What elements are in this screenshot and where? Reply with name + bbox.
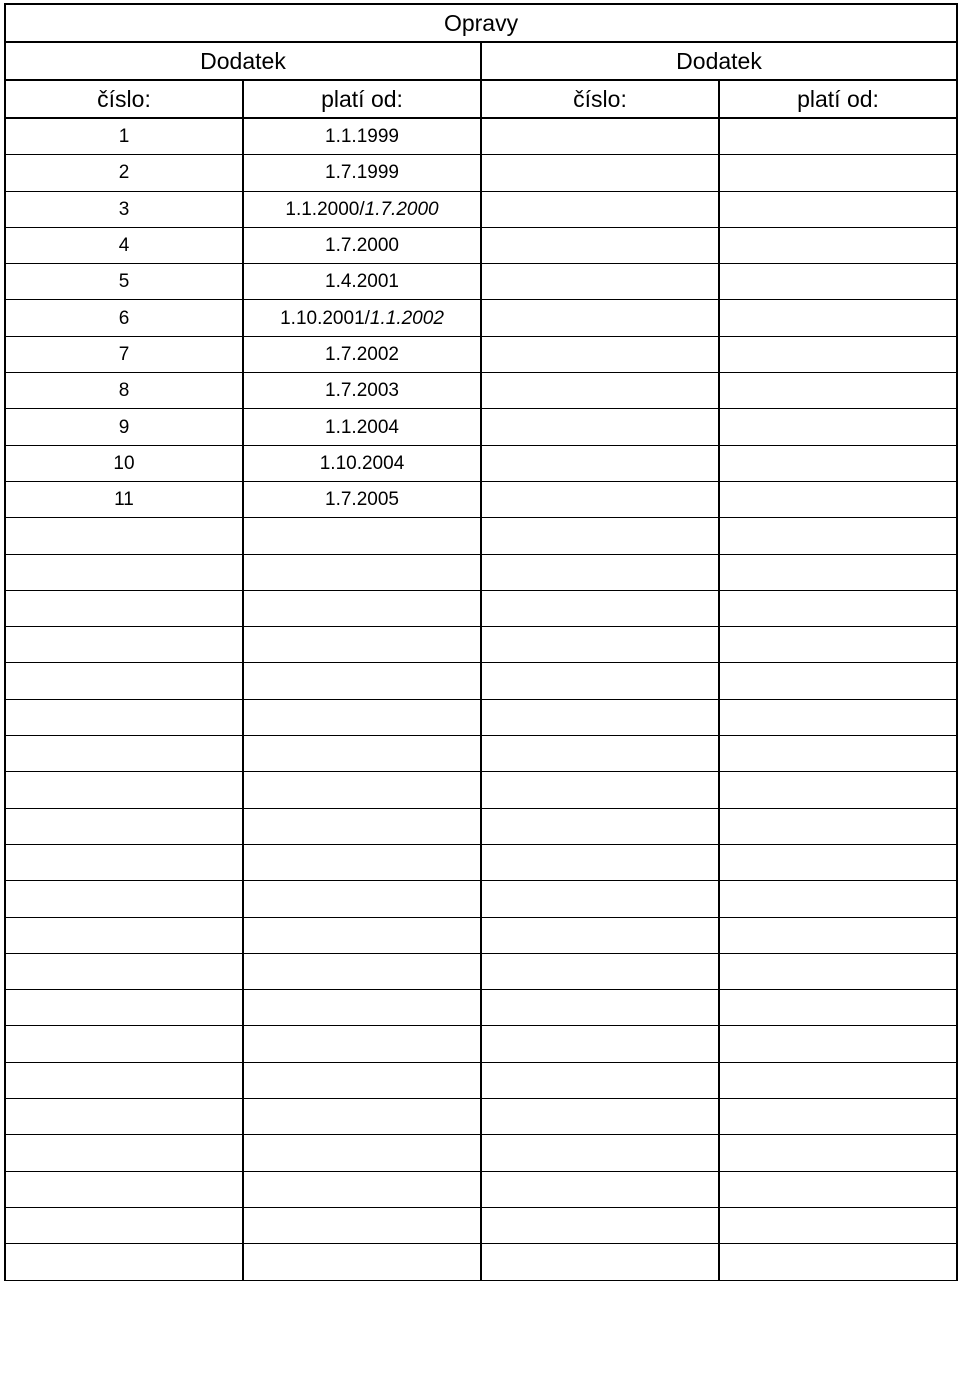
empty-table-row <box>5 1171 957 1207</box>
table-row <box>5 300 957 336</box>
empty-table-row <box>5 1135 957 1171</box>
cislo-cell-right <box>481 264 719 300</box>
empty-table-row <box>5 1026 957 1062</box>
empty-cell <box>719 590 957 626</box>
empty-table-row <box>5 1062 957 1098</box>
plati-od-cell-right <box>719 445 957 481</box>
plati-od-text: 1.7.2003 <box>325 380 399 402</box>
empty-cell <box>5 808 243 844</box>
empty-cell <box>243 990 481 1026</box>
plati-od-cell <box>243 264 481 300</box>
empty-cell <box>481 1207 719 1243</box>
empty-cell <box>719 1026 957 1062</box>
empty-cell <box>719 1062 957 1098</box>
empty-cell <box>481 554 719 590</box>
empty-cell <box>481 627 719 663</box>
empty-table-row <box>5 627 957 663</box>
empty-cell <box>481 1026 719 1062</box>
empty-cell <box>5 881 243 917</box>
empty-cell <box>5 1171 243 1207</box>
empty-cell <box>5 917 243 953</box>
empty-cell <box>243 1099 481 1135</box>
empty-cell <box>5 518 243 554</box>
empty-cell <box>243 554 481 590</box>
empty-cell <box>719 1207 957 1243</box>
table-row <box>5 191 957 227</box>
empty-cell <box>243 627 481 663</box>
empty-cell <box>5 1135 243 1171</box>
plati-od-text: 1.10.2004 <box>319 452 405 474</box>
cislo-cell-right <box>481 191 719 227</box>
empty-cell <box>481 1244 719 1280</box>
empty-cell <box>481 844 719 880</box>
empty-cell <box>481 990 719 1026</box>
empty-cell <box>5 663 243 699</box>
empty-cell <box>243 1026 481 1062</box>
plati-od-cell <box>243 409 481 445</box>
empty-cell <box>719 917 957 953</box>
plati-od-cell <box>243 155 481 191</box>
cislo-cell: 11 <box>5 481 243 517</box>
column-header-plati-od-right: platí od: <box>719 80 957 118</box>
plati-od-cell <box>243 191 481 227</box>
plati-od-text: 1.10.2001/ <box>280 307 370 329</box>
cislo-cell: 4 <box>5 227 243 263</box>
empty-cell <box>719 663 957 699</box>
column-header-plati-od-left: platí od: <box>243 80 481 118</box>
plati-od-text: 1.1.2000/ <box>285 198 365 220</box>
empty-table-row <box>5 590 957 626</box>
empty-cell <box>719 554 957 590</box>
plati-od-cell <box>243 481 481 517</box>
empty-cell <box>243 1171 481 1207</box>
plati-od-text: 1.7.2005 <box>325 489 399 511</box>
plati-od-text: 1.1.1999 <box>325 126 399 148</box>
empty-cell <box>5 772 243 808</box>
plati-od-text: 1.7.1999 <box>325 162 399 184</box>
empty-cell <box>5 1026 243 1062</box>
plati-od-cell <box>243 373 481 409</box>
plati-od-cell-right <box>719 481 957 517</box>
empty-cell <box>243 772 481 808</box>
empty-cell <box>5 736 243 772</box>
empty-cell <box>481 1135 719 1171</box>
plati-od-cell <box>243 227 481 263</box>
plati-od-cell-right <box>719 300 957 336</box>
plati-od-text: 1.1.2004 <box>325 416 399 438</box>
empty-cell <box>243 881 481 917</box>
cislo-cell: 9 <box>5 409 243 445</box>
plati-od-cell-right <box>719 118 957 155</box>
plati-od-cell <box>243 445 481 481</box>
empty-cell <box>481 917 719 953</box>
empty-cell <box>481 1062 719 1098</box>
empty-cell <box>243 808 481 844</box>
column-header-cislo-right: číslo: <box>481 80 719 118</box>
group-header-right: Dodatek <box>481 42 957 80</box>
cislo-cell: 3 <box>5 191 243 227</box>
cislo-cell: 2 <box>5 155 243 191</box>
plati-od-text: 1.7.2002 <box>325 343 399 365</box>
empty-cell <box>243 1207 481 1243</box>
empty-cell <box>243 1135 481 1171</box>
group-header-left: Dodatek <box>5 42 481 80</box>
empty-cell <box>243 953 481 989</box>
plati-od-cell-right <box>719 155 957 191</box>
empty-cell <box>5 1099 243 1135</box>
table-row <box>5 445 957 481</box>
empty-table-row <box>5 990 957 1026</box>
empty-table-row <box>5 699 957 735</box>
empty-cell <box>243 699 481 735</box>
empty-cell <box>5 1207 243 1243</box>
empty-cell <box>481 808 719 844</box>
empty-table-row <box>5 663 957 699</box>
empty-cell <box>243 663 481 699</box>
empty-cell <box>5 844 243 880</box>
empty-cell <box>5 1244 243 1280</box>
empty-cell <box>243 590 481 626</box>
empty-cell <box>719 953 957 989</box>
empty-cell <box>5 627 243 663</box>
empty-cell <box>481 1099 719 1135</box>
empty-cell <box>719 1135 957 1171</box>
empty-cell <box>5 590 243 626</box>
empty-cell <box>719 1171 957 1207</box>
empty-cell <box>481 881 719 917</box>
empty-cell <box>481 663 719 699</box>
column-header-row <box>5 80 957 118</box>
empty-cell <box>719 1244 957 1280</box>
empty-table-row <box>5 518 957 554</box>
plati-od-cell-right <box>719 336 957 372</box>
plati-od-cell-right <box>719 191 957 227</box>
empty-table-row <box>5 953 957 989</box>
empty-cell <box>719 699 957 735</box>
empty-cell <box>481 953 719 989</box>
empty-cell <box>481 736 719 772</box>
empty-cell <box>719 772 957 808</box>
column-header-cislo-left: číslo: <box>5 80 243 118</box>
table-row <box>5 155 957 191</box>
empty-cell <box>5 990 243 1026</box>
empty-table-row <box>5 1207 957 1243</box>
empty-table-row <box>5 1099 957 1135</box>
empty-cell <box>5 1062 243 1098</box>
empty-table-row <box>5 772 957 808</box>
cislo-cell: 10 <box>5 445 243 481</box>
empty-cell <box>719 1099 957 1135</box>
plati-od-text-italic: 1.7.2000 <box>364 198 439 220</box>
empty-cell <box>481 772 719 808</box>
table-title: Opravy <box>5 4 957 42</box>
table-row <box>5 336 957 372</box>
plati-od-cell-right <box>719 409 957 445</box>
empty-cell <box>719 881 957 917</box>
empty-table-row <box>5 844 957 880</box>
plati-od-text: 1.7.2000 <box>325 235 399 257</box>
cislo-cell-right <box>481 373 719 409</box>
empty-cell <box>719 990 957 1026</box>
empty-table-row <box>5 554 957 590</box>
amendments-table <box>4 3 958 1281</box>
empty-cell <box>719 844 957 880</box>
plati-od-cell <box>243 118 481 155</box>
table-row <box>5 227 957 263</box>
empty-cell <box>719 627 957 663</box>
empty-cell <box>5 554 243 590</box>
plati-od-cell-right <box>719 373 957 409</box>
table-row <box>5 118 957 155</box>
empty-table-row <box>5 881 957 917</box>
empty-cell <box>243 518 481 554</box>
cislo-cell-right <box>481 336 719 372</box>
empty-cell <box>243 917 481 953</box>
empty-cell <box>243 736 481 772</box>
empty-cell <box>481 590 719 626</box>
cislo-cell-right <box>481 445 719 481</box>
empty-table-row <box>5 1244 957 1280</box>
cislo-cell: 7 <box>5 336 243 372</box>
plati-od-cell-right <box>719 227 957 263</box>
plati-od-cell <box>243 300 481 336</box>
cislo-cell-right <box>481 155 719 191</box>
empty-cell <box>5 953 243 989</box>
empty-cell <box>243 1062 481 1098</box>
empty-cell <box>243 844 481 880</box>
empty-cell <box>481 699 719 735</box>
table-row <box>5 373 957 409</box>
table-row <box>5 409 957 445</box>
empty-table-row <box>5 808 957 844</box>
plati-od-text-italic: 1.1.2002 <box>369 307 444 329</box>
cislo-cell-right <box>481 481 719 517</box>
cislo-cell-right <box>481 118 719 155</box>
empty-table-row <box>5 736 957 772</box>
cislo-cell: 6 <box>5 300 243 336</box>
empty-cell <box>719 808 957 844</box>
cislo-cell: 5 <box>5 264 243 300</box>
cislo-cell-right <box>481 300 719 336</box>
plati-od-cell <box>243 336 481 372</box>
empty-cell <box>5 699 243 735</box>
plati-od-text: 1.4.2001 <box>325 271 399 293</box>
title-row <box>5 4 957 42</box>
empty-table-row <box>5 917 957 953</box>
empty-cell <box>481 1171 719 1207</box>
cislo-cell-right <box>481 409 719 445</box>
table-row <box>5 481 957 517</box>
empty-cell <box>481 518 719 554</box>
group-header-row <box>5 42 957 80</box>
cislo-cell: 8 <box>5 373 243 409</box>
cislo-cell-right <box>481 227 719 263</box>
table-row <box>5 264 957 300</box>
plati-od-cell-right <box>719 264 957 300</box>
empty-cell <box>719 518 957 554</box>
empty-cell <box>719 736 957 772</box>
empty-cell <box>243 1244 481 1280</box>
cislo-cell: 1 <box>5 118 243 155</box>
